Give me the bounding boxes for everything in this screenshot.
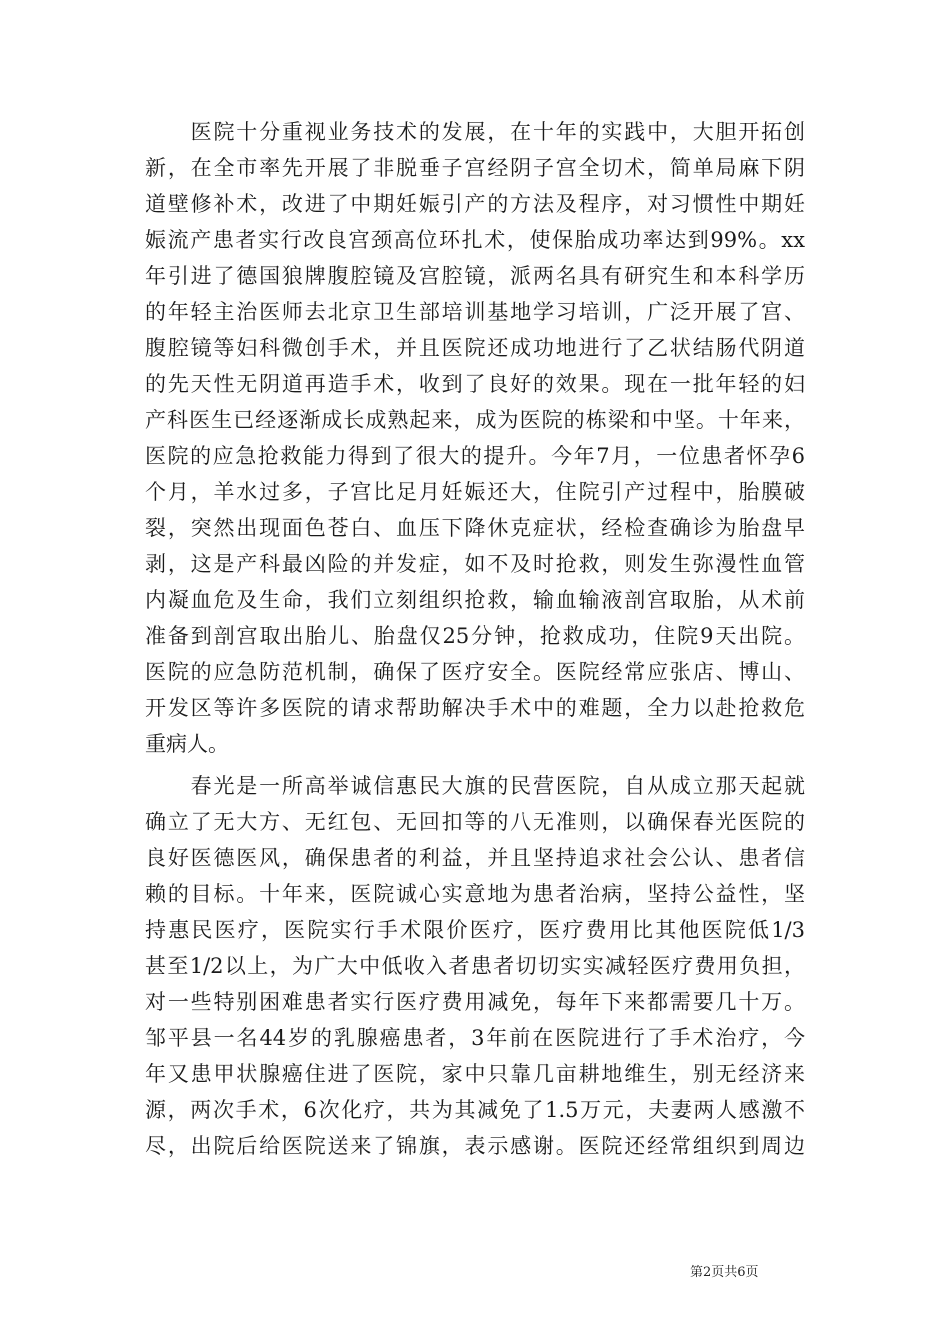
body-text-line: 腹腔镜等妇科微创手术，并且医院还成功地进行了乙状结肠代阴道 — [145, 336, 805, 360]
body-text-line: 医院的应急防范机制，确保了医疗安全。医院经常应张店、博山、 — [145, 660, 805, 684]
body-text-line: 持惠民医疗，医院实行手术限价医疗，医疗费用比其他医院低1/3 — [145, 918, 805, 942]
body-text-line: 产科医生已经逐渐成长成熟起来，成为医院的栋梁和中坚。十年来， — [145, 408, 805, 432]
body-text-line: 剥，这是产科最凶险的并发症，如不及时抢救，则发生弥漫性血管 — [145, 552, 805, 576]
body-text-line: 医院的应急抢救能力得到了很大的提升。今年7月，一位患者怀孕6 — [145, 444, 805, 468]
body-text-line: 内凝血危及生命，我们立刻组织抢救，输血输液剖宫取胎，从术前 — [145, 588, 805, 612]
body-text-line: 尽，出院后给医院送来了锦旗，表示感谢。医院还经常组织到周边 — [145, 1134, 805, 1158]
body-text-line: 良好医德医风，确保患者的利益，并且坚持追求社会公认、患者信 — [145, 846, 805, 870]
body-text-line: 新，在全市率先开展了非脱垂子宫经阴子宫全切术，简单局麻下阴 — [145, 156, 805, 180]
body-text-line: 源，两次手术，6次化疗，共为其减免了1.5万元，夫妻两人感激不 — [145, 1098, 805, 1122]
body-text-line: 对一些特别困难患者实行医疗费用减免，每年下来都需要几十万。 — [145, 990, 805, 1014]
body-text-line: 赖的目标。十年来，医院诚心实意地为患者治病，坚持公益性，坚 — [145, 882, 805, 906]
body-text-line: 年又患甲状腺癌住进了医院，家中只靠几亩耕地维生，别无经济来 — [145, 1062, 805, 1086]
page-number-footer: 第2页共6页 — [690, 1265, 759, 1280]
body-text-line: 准备到剖宫取出胎儿、胎盘仅25分钟，抢救成功，住院9天出院。 — [145, 624, 805, 648]
body-text-line: 重病人。 — [145, 732, 229, 756]
body-text-line: 道壁修补术，改进了中期妊娠引产的方法及程序，对习惯性中期妊 — [145, 192, 805, 216]
body-text-line: 甚至1/2以上，为广大中低收入者患者切切实实减轻医疗费用负担， — [145, 954, 805, 978]
body-text-line: 确立了无大方、无红包、无回扣等的八无准则，以确保春光医院的 — [145, 810, 805, 834]
body-text-line: 裂，突然出现面色苍白、血压下降休克症状，经检查确诊为胎盘早 — [145, 516, 805, 540]
body-text-line: 年引进了德国狼牌腹腔镜及宫腔镜，派两名具有研究生和本科学历 — [145, 264, 805, 288]
body-text-line: 医院十分重视业务技术的发展，在十年的实践中，大胆开拓创 — [145, 120, 805, 144]
body-text-line: 的先天性无阴道再造手术，收到了良好的效果。现在一批年轻的妇 — [145, 372, 805, 396]
body-text-line: 邹平县一名44岁的乳腺癌患者，3年前在医院进行了手术治疗，今 — [145, 1026, 805, 1050]
body-text-line: 开发区等许多医院的请求帮助解决手术中的难题，全力以赴抢救危 — [145, 696, 805, 720]
body-text-line: 个月，羊水过多，子宫比足月妊娠还大，住院引产过程中，胎膜破 — [145, 480, 805, 504]
body-text-line: 春光是一所高举诚信惠民大旗的民营医院，自从成立那天起就 — [145, 774, 805, 798]
body-text-line: 的年轻主治医师去北京卫生部培训基地学习培训，广泛开展了宫、 — [145, 300, 805, 324]
body-text-line: 娠流产患者实行改良宫颈高位环扎术，使保胎成功率达到99%。xx — [145, 228, 805, 252]
